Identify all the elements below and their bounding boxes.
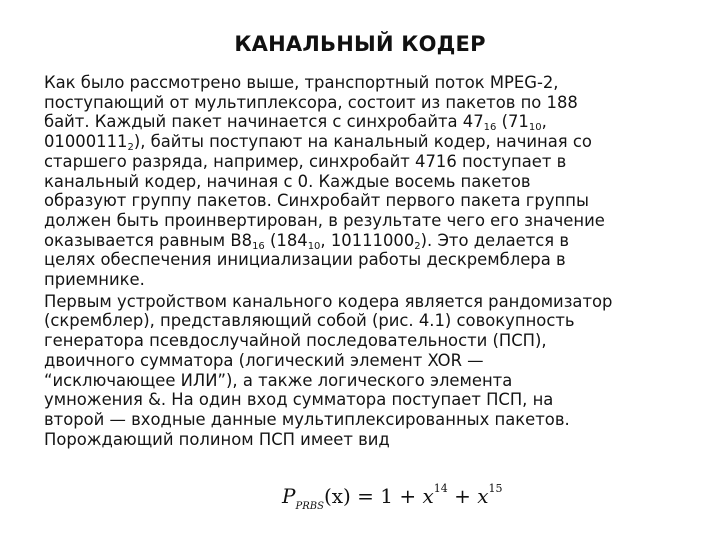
text-line: Как было рассмотрено выше, транспортный поток MPEG-2, bbox=[44, 73, 559, 92]
paragraph-sync-byte bbox=[44, 73, 684, 290]
text-line: оказывается равным $B8_{16}$ ($184_{10}$, $10111000_2$). Это делается в bbox=[44, 230, 570, 252]
text-line: (скремблер), представляющий собой (рис. 4.1) совокупность bbox=[44, 311, 575, 331]
text-line: “исключающее ИЛИ”), а также логического элемента bbox=[44, 370, 513, 390]
text-line: байт. Каждый пакет начинается с синхробайта $47_{16}$ ($71_{10}$, bbox=[44, 112, 547, 134]
text-line: должен быть проинвертирован, в результате чего его значение bbox=[44, 210, 605, 230]
text-line: второй — входные данные мультиплексированных пакетов. bbox=[44, 409, 570, 429]
text-line: целях обеспечения инициализации работы дескремблера в bbox=[44, 250, 566, 270]
text-line: умножения &. На один вход сумматора поступает ПСП, на bbox=[44, 390, 554, 410]
text-line: двоичного сумматора (логический элемент XOR — bbox=[44, 350, 484, 370]
prbs-polynomial-formula: $P_{PRBS}(x) = 1 + x^{14} + x^{15}$ bbox=[282, 482, 503, 512]
text-line: образуют группу пакетов. Синхробайт первого пакета группы bbox=[44, 191, 589, 211]
text-line: Порождающий полином ПСП имеет вид bbox=[44, 429, 390, 449]
text-line: приемнике. bbox=[44, 270, 145, 290]
text-line: Первым устройством канального кодера является рандомизатор bbox=[44, 291, 613, 311]
slide-body bbox=[44, 73, 684, 451]
text-line: генератора псевдослучайной последовательности (ПСП), bbox=[44, 331, 547, 351]
text-line: поступающий от мультиплексора, состоит из пакетов по 188 bbox=[44, 92, 578, 112]
text-line: $01000111_2$), байты поступают на канальный кодер, начиная со bbox=[44, 132, 592, 154]
paragraph-randomizer bbox=[44, 292, 684, 450]
text-line: старшего разряда, например, синхробайт 4716 поступает в bbox=[44, 151, 567, 171]
slide-title: КАНАЛЬНЫЙ КОДЕР bbox=[234, 32, 486, 56]
text-line: канальный кодер, начиная с 0. Каждые восемь пакетов bbox=[44, 171, 531, 191]
